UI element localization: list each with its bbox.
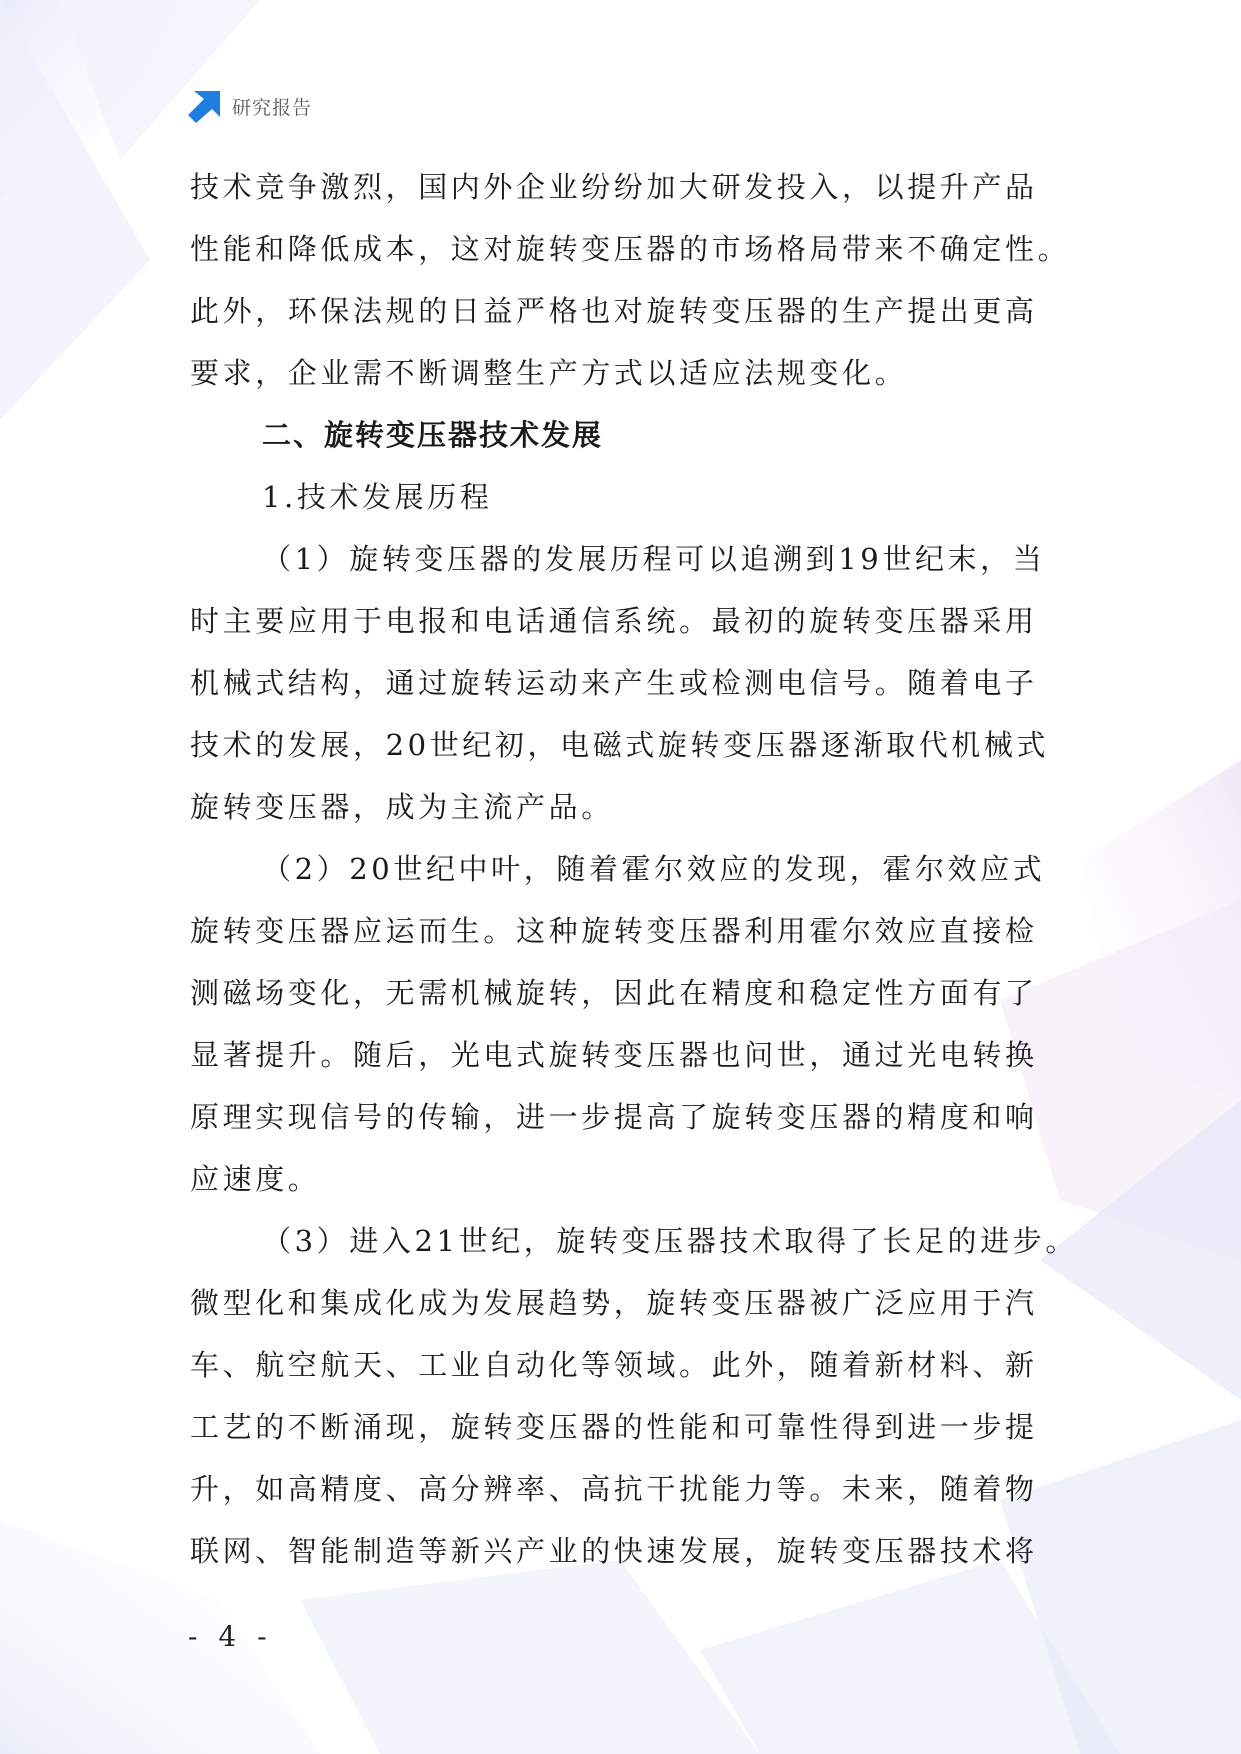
subsection-heading: 1.技术发展历程 bbox=[262, 480, 493, 514]
paragraph-line: 升，如高精度、高分辨率、高抗干扰能力等。未来，随着物 bbox=[190, 1472, 1038, 1506]
section-heading: 二、旋转变压器技术发展 bbox=[262, 418, 604, 452]
paragraph-line: 时主要应用于电报和电话通信系统。最初的旋转变压器采用 bbox=[190, 604, 1038, 638]
text-line: 技术竞争激烈，国内外企业纷纷加大研发投入，以提升产品 bbox=[190, 170, 1038, 204]
paragraph-line: 机械式结构，通过旋转运动来产生或检测电信号。随着电子 bbox=[190, 666, 1038, 700]
paragraph-line: 旋转变压器，成为主流产品。 bbox=[190, 790, 614, 824]
arrow-up-right-icon bbox=[186, 89, 222, 123]
text-line: 要求，企业需不断调整生产方式以适应法规变化。 bbox=[190, 356, 908, 390]
paragraph-line: 联网、智能制造等新兴产业的快速发展，旋转变压器技术将 bbox=[190, 1534, 1038, 1568]
paragraph-line: 旋转变压器应运而生。这种旋转变压器利用霍尔效应直接检 bbox=[190, 914, 1038, 948]
text-line: 此外，环保法规的日益严格也对旋转变压器的生产提出更高 bbox=[190, 294, 1038, 328]
paragraph-line: 工艺的不断涌现，旋转变压器的性能和可靠性得到进一步提 bbox=[190, 1410, 1038, 1444]
document-body bbox=[190, 156, 1078, 1582]
paragraph-line: 车、航空航天、工业自动化等领域。此外，随着新材料、新 bbox=[190, 1348, 1038, 1382]
header-title: 研究报告 bbox=[232, 96, 313, 119]
paragraph-line: 微型化和集成化成为发展趋势，旋转变压器被广泛应用于汽 bbox=[190, 1286, 1038, 1320]
paragraph-line: （1）旋转变压器的发展历程可以追溯到19世纪末，当 bbox=[262, 542, 1046, 576]
paragraph-line: （3）进入21世纪，旋转变压器技术取得了长足的进步。 bbox=[262, 1224, 1078, 1258]
paragraph-line: 测磁场变化，无需机械旋转，因此在精度和稳定性方面有了 bbox=[190, 976, 1038, 1010]
paragraph-line: 应速度。 bbox=[190, 1162, 321, 1196]
page-number: - 4 - bbox=[188, 1620, 273, 1653]
report-header bbox=[186, 88, 312, 124]
text-line: 性能和降低成本，这对旋转变压器的市场格局带来不确定性。 bbox=[190, 232, 1071, 266]
paragraph-line: （2）20世纪中叶，随着霍尔效应的发现，霍尔效应式 bbox=[262, 852, 1046, 886]
paragraph-line: 技术的发展，20世纪初，电磁式旋转变压器逐渐取代机械式 bbox=[190, 728, 1050, 762]
paragraph-line: 原理实现信号的传输，进一步提高了旋转变压器的精度和响 bbox=[190, 1100, 1038, 1134]
paragraph-line: 显著提升。随后，光电式旋转变压器也问世，通过光电转换 bbox=[190, 1038, 1038, 1072]
